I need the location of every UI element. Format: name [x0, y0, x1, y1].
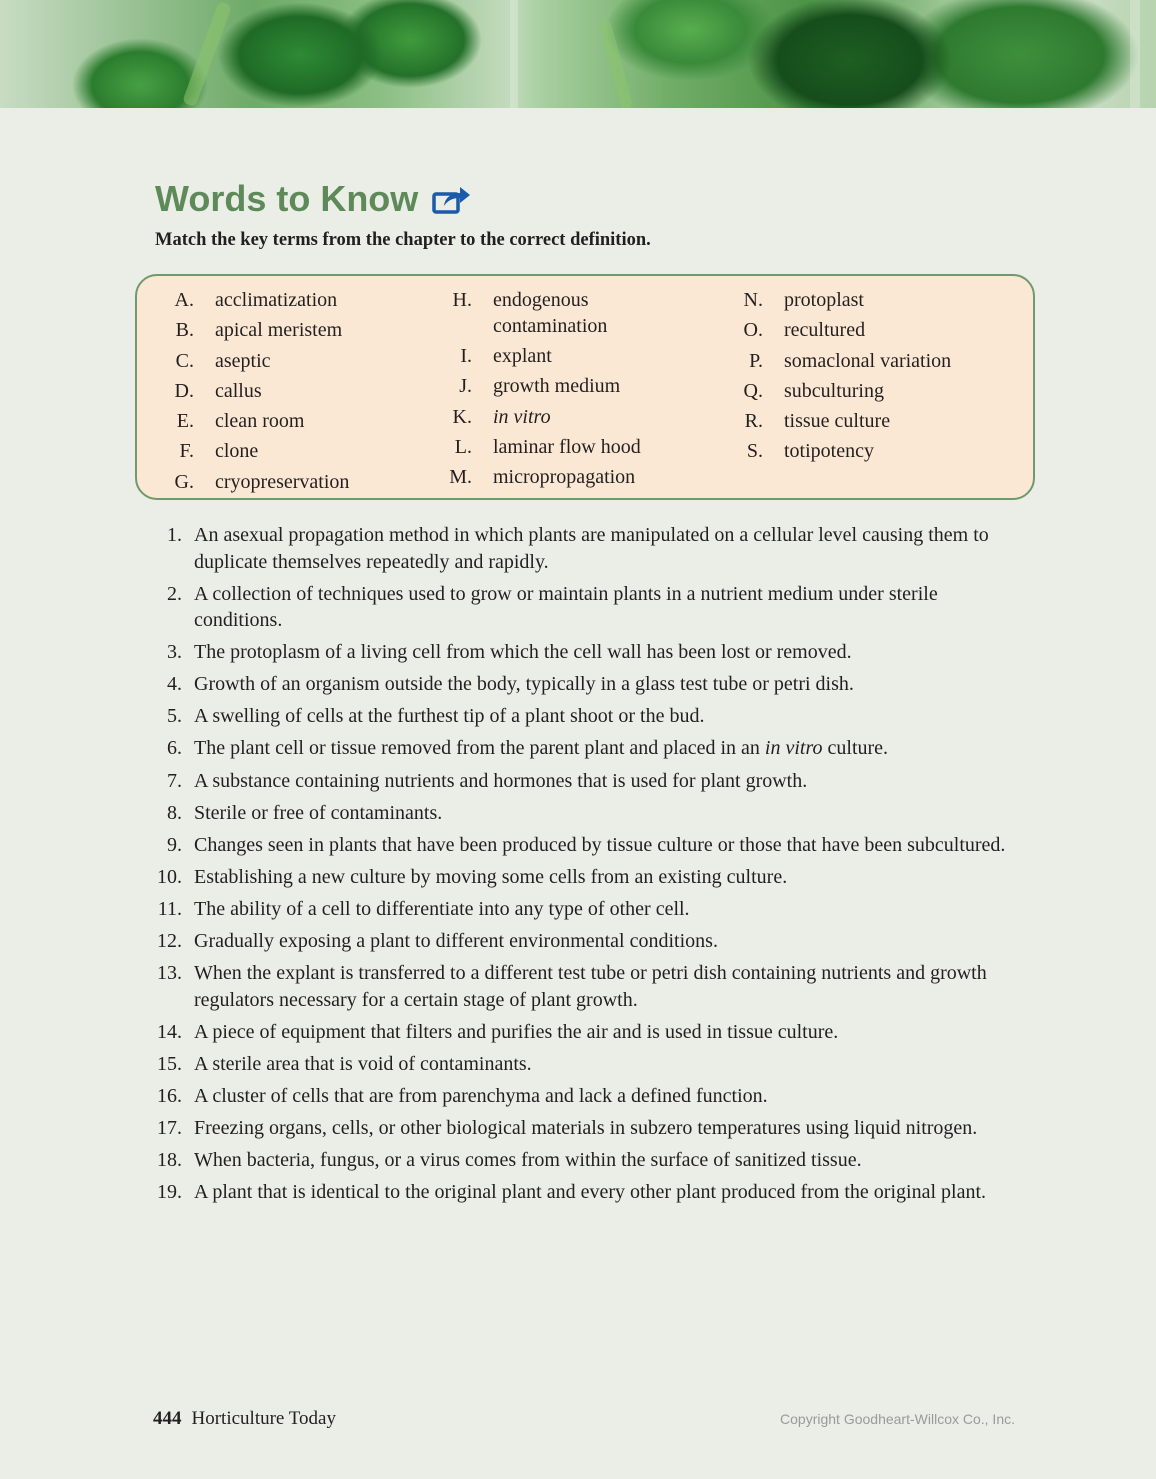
definition-text: Establishing a new culture by moving some cells from an existing culture.: [194, 865, 788, 888]
terms-column-2: [440, 285, 653, 492]
definition-item: [150, 960, 1030, 1013]
terms-box: [135, 274, 1035, 500]
definition-item: [150, 800, 1030, 827]
definition-text: When the explant is transferred to a different test tube or petri dish containing nutrients and growth regulators necessary for a certain stage of plant growth.: [194, 962, 987, 1011]
definition-item: [150, 671, 1030, 698]
term-text: apical meristem: [215, 319, 343, 342]
term-letter: F.: [179, 440, 194, 463]
definition-item: [150, 581, 1030, 634]
term-item: [157, 376, 349, 406]
term-letter: K.: [452, 405, 472, 428]
definition-text-end: culture.: [822, 737, 889, 760]
term-letter: R.: [744, 410, 763, 433]
definition-text: A sterile area that is void of contaminants.: [194, 1052, 532, 1075]
header-photo-banner: [0, 0, 1156, 108]
term-text: endogenous contamination: [493, 289, 608, 337]
term-letter: E.: [176, 410, 194, 433]
term-text: acclimatization: [215, 289, 338, 311]
definition-number: 4.: [167, 673, 182, 696]
term-text: micropropagation: [493, 466, 636, 489]
page-title-text: Words to Know: [155, 178, 419, 219]
definition-item: [150, 639, 1030, 666]
definition-number: 17.: [157, 1117, 182, 1139]
copyright-notice: Copyright Goodheart-Willcox Co., Inc.: [780, 1411, 1015, 1427]
term-letter: M.: [449, 466, 472, 489]
term-letter: I.: [460, 345, 472, 367]
term-letter: L.: [454, 435, 472, 458]
term-text: totipotency: [784, 440, 874, 463]
definition-number: 16.: [157, 1084, 182, 1107]
term-letter: B.: [175, 319, 194, 342]
definition-text: A swelling of cells at the furthest tip of a plant shoot or the bud.: [194, 705, 705, 728]
term-text: protoplast: [784, 289, 864, 311]
term-letter: S.: [746, 440, 763, 463]
definition-number: 3.: [167, 641, 182, 664]
term-text: explant: [493, 345, 552, 367]
definition-number: 13.: [157, 962, 182, 985]
term-text: tissue culture: [784, 410, 891, 433]
term-text: recultured: [784, 319, 866, 342]
definition-item: [150, 703, 1030, 730]
definition-number: 12.: [157, 930, 182, 953]
term-text: aseptic: [215, 349, 271, 372]
term-text: laminar flow hood: [493, 435, 641, 458]
definition-text: A collection of techniques used to grow or maintain plants in a nutrient medium under sterile conditions.: [194, 582, 938, 632]
definition-text: Sterile or free of contaminants.: [194, 801, 443, 824]
definition-item: [150, 1179, 1030, 1206]
term-item: [440, 371, 653, 401]
definition-text: Changes seen in plants that have been produced by tissue culture or those that have been subcultured.: [194, 833, 1006, 856]
definitions-list: [150, 522, 1030, 1211]
term-text: clone: [215, 440, 259, 463]
term-letter: C.: [175, 349, 194, 372]
definition-item: [150, 1051, 1030, 1078]
definition-item: [150, 1115, 1030, 1142]
definition-italic-term: in vitro: [764, 737, 823, 760]
term-text: callus: [215, 379, 262, 402]
definition-text: A substance containing nutrients and hormones that is used for plant growth.: [194, 769, 808, 792]
definition-number: 11.: [157, 897, 182, 920]
definition-text: Gradually exposing a plant to different environmental conditions.: [194, 930, 718, 953]
definition-item: [150, 768, 1030, 795]
definition-item: [150, 896, 1030, 923]
book-title: Horticulture Today: [191, 1408, 336, 1429]
page-title: [155, 178, 472, 220]
definition-text: Growth of an organism outside the body, typically in a glass test tube or petri dish.: [194, 673, 854, 696]
definition-item: [150, 832, 1030, 859]
definition-number: 7.: [167, 769, 182, 792]
definition-number: 18.: [157, 1149, 182, 1172]
term-text: subculturing: [784, 379, 884, 402]
terms-column-1: [157, 285, 349, 497]
definition-item: [150, 522, 1030, 575]
term-text: cryopreservation: [215, 470, 350, 493]
definition-text: A plant that is identical to the original plant and every other plant produced from the original plant.: [194, 1181, 987, 1204]
definition-number: 10.: [157, 865, 182, 888]
term-item: [440, 402, 653, 432]
definition-text-start: The plant cell or tissue removed from the parent plant and placed in an: [194, 737, 765, 760]
definition-number: 14.: [157, 1020, 182, 1043]
definition-number: 1.: [167, 524, 182, 546]
term-letter: N.: [743, 289, 763, 311]
definition-text: An asexual propagation method in which plants are manipulated on a cellular level causing them to duplicate themselves repeatedly and rapidly.: [194, 524, 989, 573]
term-letter: H.: [452, 289, 472, 311]
term-letter: D.: [174, 379, 194, 402]
term-item: [440, 462, 653, 492]
term-item: [440, 432, 653, 462]
term-item: [157, 467, 349, 497]
definition-item: [150, 1147, 1030, 1174]
definition-item: [150, 1019, 1030, 1046]
definition-number: 9.: [167, 833, 182, 856]
definition-number: 15.: [157, 1052, 182, 1075]
definition-number: 2.: [167, 582, 182, 605]
definition-text: The ability of a cell to differentiate into any type of other cell.: [194, 897, 690, 920]
definition-number: 8.: [167, 801, 182, 824]
term-item: [440, 285, 653, 341]
term-letter: A.: [174, 289, 194, 311]
definition-number: 6.: [167, 737, 182, 760]
term-letter: G.: [174, 470, 194, 493]
term-item: [731, 346, 951, 376]
term-item: [731, 285, 951, 315]
term-item: [157, 315, 349, 345]
definition-text: The protoplasm of a living cell from which the cell wall has been lost or removed.: [194, 641, 852, 664]
term-text: somaclonal variation: [784, 349, 952, 372]
definition-number: 19.: [157, 1181, 182, 1204]
term-item: [157, 285, 349, 315]
page-footer: [153, 1408, 336, 1430]
term-text: in vitro: [493, 405, 551, 428]
definition-item: [150, 1083, 1030, 1110]
term-letter: O.: [743, 319, 763, 342]
term-item: [731, 436, 951, 466]
definition-item: [150, 928, 1030, 955]
term-item: [731, 406, 951, 436]
term-letter: Q.: [743, 379, 763, 402]
definition-text: A piece of equipment that filters and purifies the air and is used in tissue culture.: [194, 1020, 839, 1043]
term-item: [157, 406, 349, 436]
term-item: [157, 346, 349, 376]
term-item: [440, 341, 653, 371]
definition-text: [194, 735, 1030, 762]
definition-text: When bacteria, fungus, or a virus comes from within the surface of sanitized tissue.: [194, 1149, 862, 1172]
definition-text: A cluster of cells that are from parenchyma and lack a defined function.: [194, 1084, 768, 1107]
page-number: 444: [153, 1408, 182, 1429]
term-letter: P.: [749, 349, 763, 372]
term-item: [731, 376, 951, 406]
instructions: Match the key terms from the chapter to the correct definition.: [155, 230, 651, 250]
definition-text: Freezing organs, cells, or other biological materials in subzero temperatures using liquid nitrogen.: [194, 1117, 978, 1139]
term-text: clean room: [215, 410, 305, 433]
term-item: [731, 315, 951, 345]
share-arrow-icon[interactable]: [432, 183, 472, 215]
term-item: [157, 436, 349, 466]
term-letter: J.: [459, 375, 472, 398]
terms-column-3: [731, 285, 951, 467]
definition-number: 5.: [167, 705, 182, 728]
term-text: growth medium: [493, 375, 621, 398]
definition-item: [150, 864, 1030, 891]
definition-item: [150, 735, 1030, 762]
